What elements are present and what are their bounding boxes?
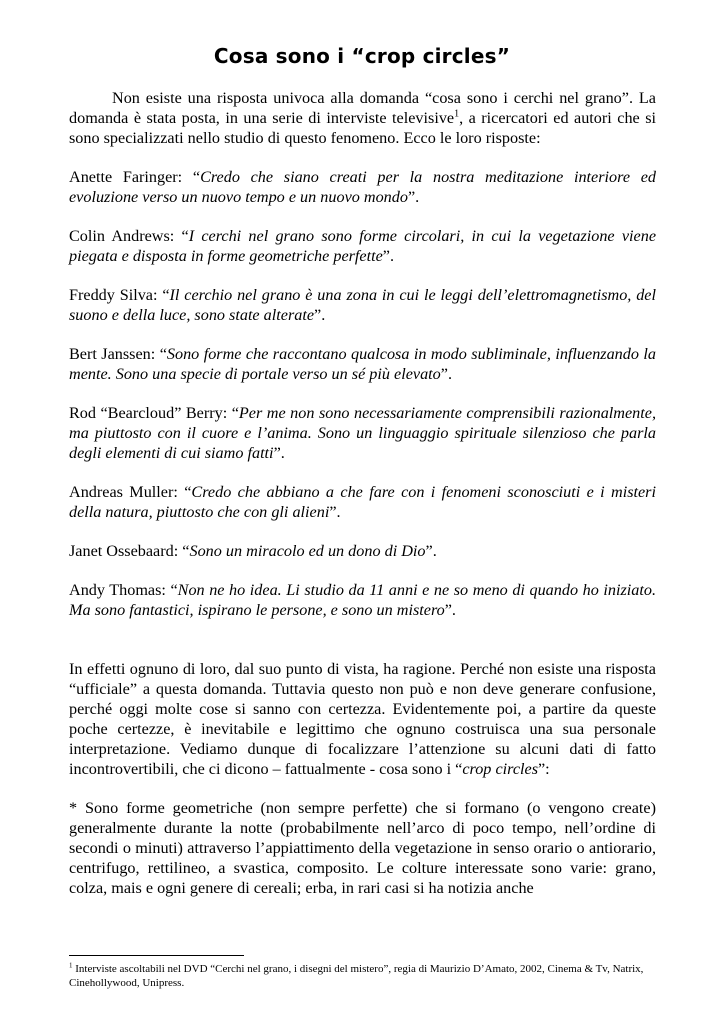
quote-text: Sono forme che raccontano qualcosa in modo subliminale, influenzando la mente. Sono una specie di portale verso un sé più elevato <box>69 345 656 383</box>
quote-paragraph <box>69 226 656 266</box>
quote-end: ”. <box>444 601 456 619</box>
quote-speaker: Anette Faringer: “ <box>69 168 201 186</box>
quote-speaker: Janet Ossebaard: “ <box>69 542 190 560</box>
quote-paragraph <box>69 285 656 325</box>
intro-text-after: , a ricercatori ed autori che si sono specializzati nello studio di questo fenomeno. Ecco le loro risposte: <box>69 109 656 147</box>
quote-text: Per me non sono necessariamente comprensibili razionalmente, ma piuttosto con il cuore e l’anima. Sono un linguaggio spirituale silenzioso che parla degli elementi di cui siamo fatti <box>69 404 656 462</box>
quote-text: Credo che abbiano a che fare con i fenomeni sconosciuti e i misteri della natura, piuttosto che con gli alieni <box>69 483 656 521</box>
body-paragraph <box>69 659 656 779</box>
page-title: Cosa sono i “crop circles” <box>213 44 511 68</box>
intro-text-before: Non esiste una risposta univoca alla domanda “cosa sono i cerchi nel grano”. La domanda è stata posta, in una serie di interviste televisive <box>69 89 656 127</box>
body-paragraph-italic: crop circles <box>462 760 538 778</box>
quote-speaker: Rod “Bearcloud” Berry: “ <box>69 404 239 422</box>
quote-text: Credo che siano creati per la nostra meditazione interiore ed evoluzione verso un nuovo tempo e un nuovo mondo <box>69 168 656 206</box>
footnote <box>69 962 656 990</box>
quote-speaker: Andreas Muller: “ <box>69 483 192 501</box>
quote-text: Il cerchio nel grano è una zona in cui le leggi dell’elettromagnetismo, del suono e della luce, sono state alterate <box>69 286 656 324</box>
quote-end: ”. <box>440 365 453 383</box>
quote-paragraph <box>69 344 656 384</box>
quote-speaker: Bert Janssen: “ <box>69 345 167 363</box>
quote-speaker: Colin Andrews: “ <box>69 227 189 245</box>
quote-paragraph <box>69 167 656 207</box>
quote-paragraph <box>69 482 656 522</box>
body-paragraph-end: ”: <box>538 760 550 778</box>
quote-end: ”. <box>273 444 285 462</box>
quote-speaker: Freddy Silva: “ <box>69 286 170 304</box>
footnote-number: 1 <box>69 961 73 970</box>
footnote-reference: 1 <box>454 108 460 120</box>
quote-end: ”. <box>329 503 341 521</box>
body-paragraph: * Sono forme geometriche (non sempre perfette) che si formano (o vengono create) generalmente durante la notte (probabilmente nell’arco di poco tempo, nell’ordine di secondi o minuti) attraverso l’appiattimento della vegetazione in senso orario o antiorario, centrifugo, rettilineo, a svastica, composito. Le colture interessate sono varie: grano, colza, mais e ogni genere di cereali; erba, in rari casi si ha notizia anche <box>69 799 656 897</box>
quote-paragraph <box>69 580 656 620</box>
quote-text: Sono un miracolo ed un dono di Dio <box>189 542 426 560</box>
quote-paragraph <box>69 541 656 561</box>
quote-end: ”. <box>314 306 326 324</box>
quote-end: ”. <box>425 542 437 560</box>
footnote-separator <box>69 955 244 956</box>
quote-text: I cerchi nel grano sono forme circolari, in cui la vegetazione viene piegata e disposta in forme geometriche perfette <box>69 227 656 265</box>
body-paragraph-text: In effetti ognuno di loro, dal suo punto di vista, ha ragione. Perché non esiste una risposta “ufficiale” a questa domanda. Tuttavia questo non può e non deve generare confusione, perché oggi molte cose si sanno con certezza. Evidentemente poi, a partire da queste poche certezze, è inevitabile e legittimo che ognuno costruisca una sua personale interpretazione. Vediamo dunque di focalizzare l’attenzione su alcuni dati di fatto incontrovertibili, che ci dicono – fattualmente - cosa sono i “ <box>69 660 656 778</box>
intro-paragraph <box>69 88 656 148</box>
footnote-text: Interviste ascoltabili nel DVD “Cerchi nel grano, i disegni del mistero”, regia di Maurizio D’Amato, 2002, Cinema & Tv, Natrix, Cinehollywood, Unipress. <box>69 963 644 989</box>
quote-speaker: Andy Thomas: “ <box>69 581 178 599</box>
quote-end: ”. <box>382 247 395 265</box>
quote-paragraph <box>69 403 656 463</box>
document-body <box>69 88 656 898</box>
quote-text: Non ne ho idea. Li studio da 11 anni e ne so meno di quando ho iniziato. Ma sono fantastici, ispirano le persone, e sono un mistero <box>69 581 656 619</box>
quote-end: ”. <box>407 188 420 206</box>
